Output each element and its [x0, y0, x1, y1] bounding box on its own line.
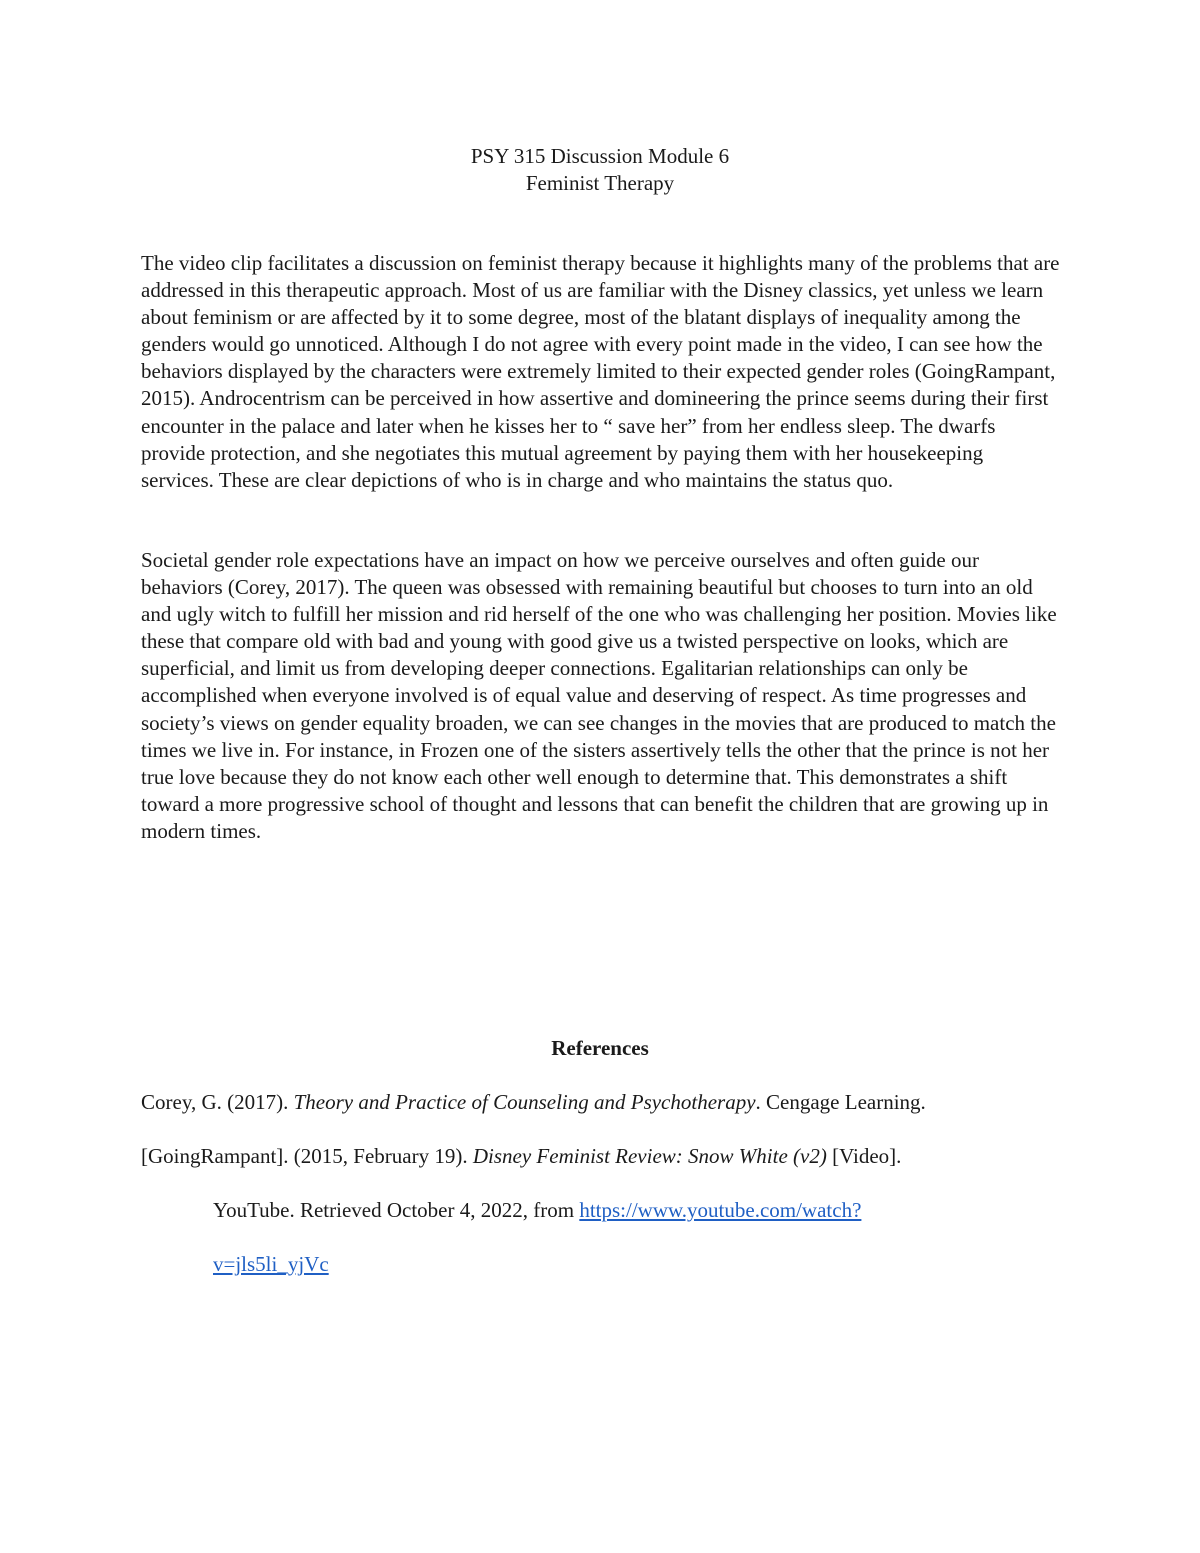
reference-entry-corey: [141, 1089, 1081, 1116]
reference-entry-goingrampant: [141, 1143, 1081, 1170]
reference-entry-goingrampant-continuation: [213, 1197, 861, 1224]
ref2-title: Disney Feminist Review: Snow White (v2): [472, 1144, 827, 1168]
ref1-suffix: . Cengage Learning.: [755, 1090, 926, 1114]
youtube-link-part2[interactable]: v=jls5li_yjVc: [213, 1252, 329, 1276]
body-paragraph-1: The video clip facilitates a discussion on feminist therapy because it highlights many of the problems that are addressed in this therapeutic approach. Most of us are familiar with the Disney classics, yet unless we learn about feminism or are affected by it to some degree, most of the blatant displays of inequality among the genders would go unnoticed. Although I do not agree with every point made in the video, I can see how the behaviors displayed by the characters were extremely limited to their expected gender roles (GoingRampant, 2015). Androcentrism can be perceived in how assertive and domineering the prince seems during their first encounter in the palace and later when he kisses her to “ save her” from her endless sleep. The dwarfs provide protection, and she negotiates this mutual agreement by paying them with her housekeeping services. These are clear depictions of who is in charge and who maintains the status quo.: [141, 251, 1060, 492]
references-heading: References: [551, 1036, 649, 1060]
youtube-link-part1[interactable]: https://www.youtube.com/watch?: [579, 1198, 862, 1222]
title-block: [0, 143, 1200, 197]
ref2-prefix: [GoingRampant]. (2015, February 19).: [141, 1144, 473, 1168]
ref2-continuation: YouTube. Retrieved October 4, 2022, from: [213, 1198, 580, 1222]
body-paragraph-2: Societal gender role expectations have an impact on how we perceive ourselves and often guide our behaviors (Corey, 2017). The queen was obsessed with remaining beautiful but chooses to turn into an old and ugly witch to fulfill her mission and rid herself of the one who was challenging her position. Movies like these that compare old with bad and young with good give us a twisted perspective on looks, which are superficial, and limit us from developing deeper connections. Egalitarian relationships can only be accomplished when everyone involved is of equal value and deserving of respect. As time progresses and society’s views on gender equality broaden, we can see changes in the movies that are produced to match the times we live in. For instance, in Frozen one of the sisters assertively tells the other that the prince is not her true love because they do not know each other well enough to determine that. This demonstrates a shift toward a more progressive school of thought and lessons that can benefit the children that are growing up in modern times.: [141, 548, 1057, 843]
ref1-prefix: Corey, G. (2017).: [141, 1090, 294, 1114]
document-subtitle: Feminist Therapy: [525, 171, 675, 195]
ref2-suffix: [Video].: [826, 1144, 902, 1168]
ref1-title: Theory and Practice of Counseling and Psychotherapy: [293, 1090, 756, 1114]
document-title: PSY 315 Discussion Module 6: [470, 144, 730, 168]
reference-entry-goingrampant-link-line: [213, 1251, 329, 1278]
